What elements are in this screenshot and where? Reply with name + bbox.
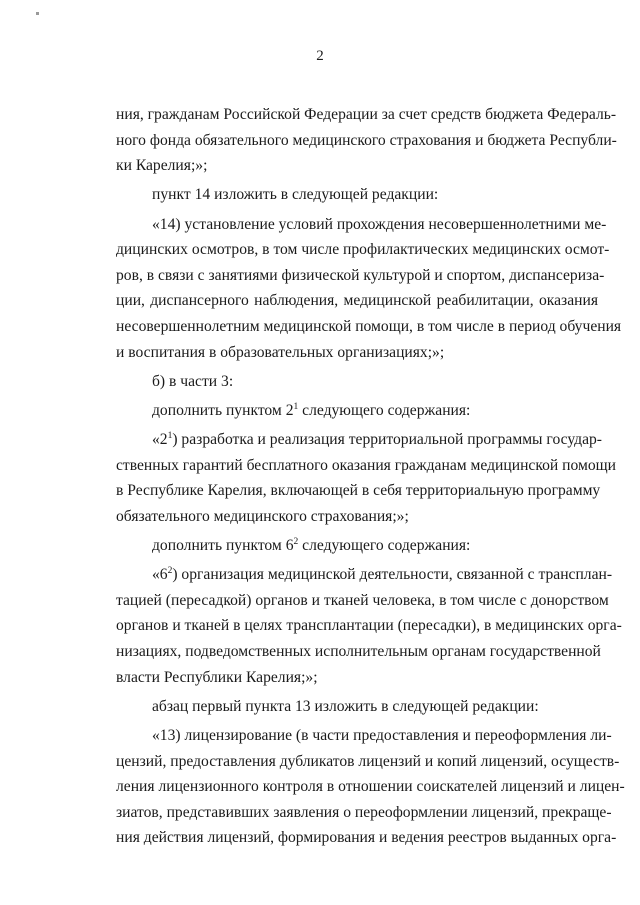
paragraph-line — [116, 398, 598, 424]
text-span: следующего содержания: — [298, 537, 471, 555]
paragraph-line: «13) лицензирование (в части предоставления и переоформления ли- — [152, 727, 612, 744]
text-line: обязательного медицинского страхования;»; — [116, 507, 409, 525]
text-line: ния действия лицензий, формирования и ведения реестров выданных орга- — [116, 829, 617, 847]
page-number: 2 — [316, 48, 324, 64]
paragraph-line: б) в части 3: — [152, 372, 234, 390]
text-line: ции, диспансерного наблюдения, медицинской реабилитации, оказания — [116, 292, 598, 310]
paragraph-line — [116, 562, 613, 588]
text-span: «2 — [152, 431, 168, 449]
paragraph-line: пункт 14 изложить в следующей редакции: — [152, 186, 439, 204]
text-line: ки Карелия;»; — [116, 157, 208, 175]
text-line: цензий, предоставления дубликатов лицензий и копий лицензий, осуществ- — [116, 752, 620, 770]
text-span: «6 — [152, 566, 168, 584]
superscript: 1 — [293, 401, 299, 412]
text-line: ного фонда обязательного медицинского страхования и бюджета Республи- — [116, 131, 617, 149]
text-line: в Республике Карелия, включающей в себя территориальную программу — [116, 482, 601, 500]
text-line: несовершеннолетним медицинской помощи, в том числе в период обучения — [116, 317, 622, 335]
text-line: низациях, подведомственных исполнительным органам государственной — [116, 643, 601, 661]
text-span: дополнить пунктом 6 — [152, 537, 294, 555]
paragraph-line: абзац первый пункта 13 изложить в следующей редакции: — [152, 697, 539, 715]
text-line: ров, в связи с занятиями физической культурой и спортом, диспансериза- — [116, 266, 605, 284]
paragraph-line — [116, 427, 603, 453]
paragraph-line — [116, 533, 598, 559]
superscript: 2 — [167, 566, 173, 577]
text-line: ния, гражданам Российской Федерации за счет средств бюджета Федераль- — [116, 106, 617, 123]
text-line: ления лицензионного контроля в отношении соискателей лицензий и лицен- — [116, 778, 625, 796]
text-line: органов и тканей в целях трансплантации (пересадки), в медицинских орга- — [116, 617, 622, 635]
scan-speck — [36, 12, 39, 15]
superscript: 2 — [293, 537, 299, 548]
text-span: ) разработка и реализация территориальной программы государ- — [172, 431, 603, 449]
text-line: тацией (пересадкой) органов и тканей человека, в том числе с донорством — [116, 591, 609, 609]
superscript: 1 — [167, 431, 173, 442]
text-span: следующего содержания: — [298, 401, 471, 419]
paragraph-line: «14) установление условий прохождения несовершеннолетними ме- — [152, 215, 607, 233]
document-body — [116, 102, 625, 851]
text-span: дополнить пунктом 2 — [152, 401, 294, 419]
text-span: ) организация медицинской деятельности, связанной с трансплан- — [172, 566, 613, 584]
text-line: власти Республики Карелия;»; — [116, 668, 318, 686]
text-line: и воспитания в образовательных организациях;»; — [116, 343, 445, 361]
text-line: зиатов, представивших заявления о переоформлении лицензий, прекраще- — [116, 803, 612, 821]
text-line: дицинских осмотров, в том числе профилактических медицинских осмот- — [116, 241, 610, 259]
text-line: ственных гарантий бесплатного оказания гражданам медицинской помощи — [116, 456, 617, 474]
